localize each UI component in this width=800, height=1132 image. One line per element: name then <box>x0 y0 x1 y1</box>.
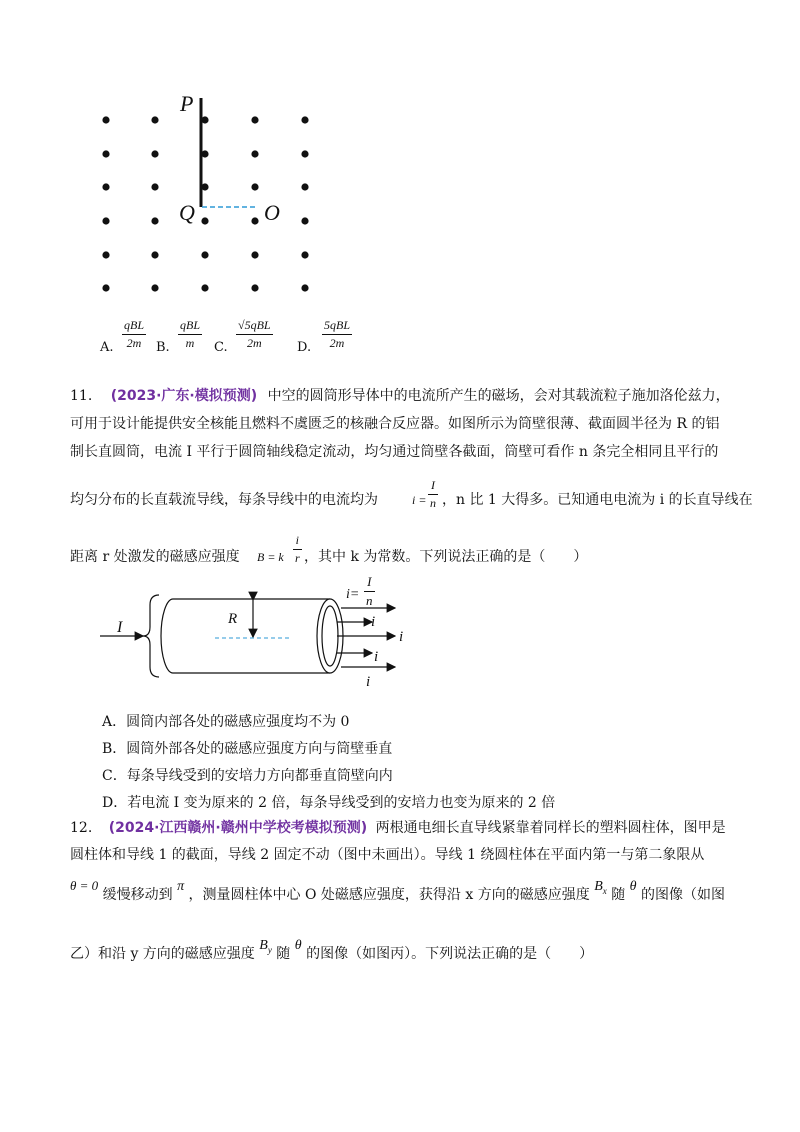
cylinder-body <box>173 599 330 673</box>
q11-line1: 11. (2023·广东·模拟预测) 中空的圆筒形导体中的电流所产生的磁场，会对其载流粒子施加洛伦兹力， <box>70 388 730 404</box>
option-a-fraction[interactable]: qBL 2m <box>124 318 145 350</box>
option-a-letter[interactable]: A. <box>100 340 114 355</box>
q11-line5-rest: ，其中 k 为常数。下列说法正确的是（ ） <box>304 549 588 565</box>
q12-line1: 12. (2024·江西赣州·赣州中学校考模拟预测) 两根通电细长直导线紧靠着同样长的塑料圆柱体，图甲是 <box>70 820 726 836</box>
label-i-2: i <box>399 629 404 645</box>
q12-line2: 圆柱体和导线 1 的截面，导线 2 固定不动（图中未画出）。导线 1 绕圆柱体在平面内第一与第二象限从 <box>70 847 705 863</box>
label-radius-R: R <box>228 611 238 627</box>
option-d-letter[interactable]: D. <box>297 340 312 355</box>
option-d-fraction[interactable]: 5qBL 2m <box>324 318 351 350</box>
q11-option-d[interactable]: D．若电流 I 变为原来的 2 倍，每条导线受到的安培力也变为原来的 2 倍 <box>102 795 556 811</box>
q11-option-b[interactable]: B．圆筒外部各处的磁感应强度方向与筒壁垂直 <box>102 741 393 757</box>
q12-line3: θ = 0 缓慢移动到 π ，测量圆柱体中心 O 处磁感应强度，获得沿 x 方向的磁感应强度 $B_x$ 随 θ 的图像（如图 <box>70 878 725 903</box>
q10-options <box>100 318 400 358</box>
option-c-letter[interactable]: C. <box>214 340 228 355</box>
label-i-3: i <box>374 649 379 665</box>
option-c-fraction[interactable]: √5qBL 2m <box>238 318 271 350</box>
q12-number: 12. <box>70 820 93 836</box>
q11-line5: 距离 r 处激发的磁感应强度 <box>70 549 240 565</box>
q11-line2: 可用于设计能提供安全核能且燃料不虞匮乏的核融合反应器。如图所示为筒壁很薄、截面圆半径为 R 的铝 <box>70 416 720 432</box>
label-i-4: i <box>366 674 371 690</box>
label-p: P <box>180 91 194 116</box>
q12-line4: 乙）和沿 y 方向的磁感应强度 $B_y$ 随 θ 的图像（如图丙）。下列说法正确的是（ ） <box>70 938 594 962</box>
label-current-I: I <box>117 619 123 636</box>
q11-cylinder-figure <box>95 575 425 695</box>
label-q: Q <box>179 200 195 225</box>
q11-number: 11. <box>70 388 93 404</box>
q11-line4: 均匀分布的长直载流导线，每条导线中的电流均为 <box>70 492 378 508</box>
option-b-letter[interactable]: B. <box>156 340 170 355</box>
label-o: O <box>264 200 280 225</box>
label-i-1: i <box>371 614 376 630</box>
cylinder-end-inner <box>322 606 338 666</box>
q11-option-c[interactable]: C．每条导线受到的安培力方向都垂直筒壁向内 <box>102 768 393 784</box>
option-b-fraction[interactable]: qBL m <box>180 318 201 350</box>
q10-dot-grid-figure <box>90 90 330 305</box>
q11-line3: 制长直圆筒，电流 I 平行于圆筒轴线稳定流动，均匀通过筒壁各截面，筒壁可看作 n 条完全相同且平行的 <box>70 444 719 460</box>
brace <box>143 595 159 677</box>
q12-source-tag: (2024·江西赣州·赣州中学校考模拟预测) <box>108 820 368 836</box>
q11-option-a[interactable]: A．圆筒内部各处的磁感应强度均不为 0 <box>102 714 350 730</box>
q11-source-tag: (2023·广东·模拟预测) <box>110 388 258 404</box>
q11-line4-rest: ，n 比 1 大得多。已知通电电流为 i 的长直导线在 <box>442 492 753 508</box>
